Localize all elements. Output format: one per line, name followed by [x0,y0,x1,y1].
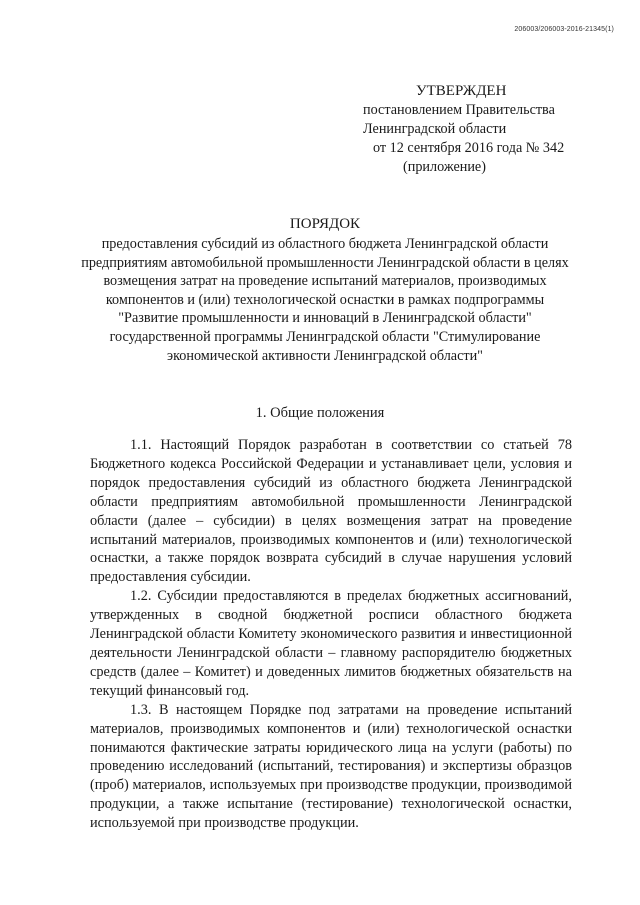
approval-line-2: Ленинградской области [363,121,507,137]
paragraph-1-3: 1.3. В настоящем Порядке под затратами на проведение испытаний материалов, производимых компонентов и (или) технологической оснастки понимаются фактические затраты юридического лица на услуги (работы) по проведению исследований (испытаний, тестирования) и экспертизы образцов (проб) материалов, используемых при производстве продукции, производимой продукции, а также испытание (тестирование) технологической оснастки, используемой при производстве продукции. [90,701,572,832]
document-title-block [80,213,570,365]
document-title: ПОРЯДОК [289,216,361,232]
paragraph-1-1: 1.1. Настоящий Порядок разработан в соответствии со статьей 78 Бюджетного кодекса Российской Федерации и устанавливает цели, условия и порядок предоставления субсидий из областного бюджета Ленинградской области предприятиям автомобильной промышленности Ленинградской области (далее – субсидии) в целях возмещения затрат на проведение испытаний материалов, производимых компонентов и (или) технологической оснастки, а также порядок возврата субсидий в случае нарушения условий предоставления субсидии. [90,437,572,586]
approval-line-3: от 12 сентября 2016 года № 342 [373,140,565,156]
section-heading: 1. Общие положения [255,405,385,421]
document-id: 206003/206003-2016-21345(1) [514,26,614,33]
approval-line-4: (приложение) [403,159,486,175]
document-subtitle: предоставления субсидий из областного бюджета Ленинградской области предприятиям автомобильной промышленности Ленинградской области в целях возмещения затрат на проведение испытаний материалов, производимых компонентов и (или) технологической оснастки в рамках подпрограммы "Развитие промышленности и инноваций в Ленинградской области" государственной программы Ленинградской области "Стимулирование экономической активности Ленинградской области" [81,236,569,364]
section-body [90,436,572,833]
approval-heading: УТВЕРЖДЕН [416,83,507,99]
approval-line-1: постановлением Правительства [363,102,555,118]
paragraph-1-2: 1.2. Субсидии предоставляются в пределах бюджетных ассигнований, утвержденных в сводной бюджетной росписи областного бюджета Ленинградской области Комитету экономического развития и инвестиционной деятельности Ленинградской области – главному распорядителю бюджетных средств (далее – Комитет) и доведенных лимитов бюджетных обязательств на текущий финансовый год. [90,588,572,699]
approval-stamp [363,82,603,177]
